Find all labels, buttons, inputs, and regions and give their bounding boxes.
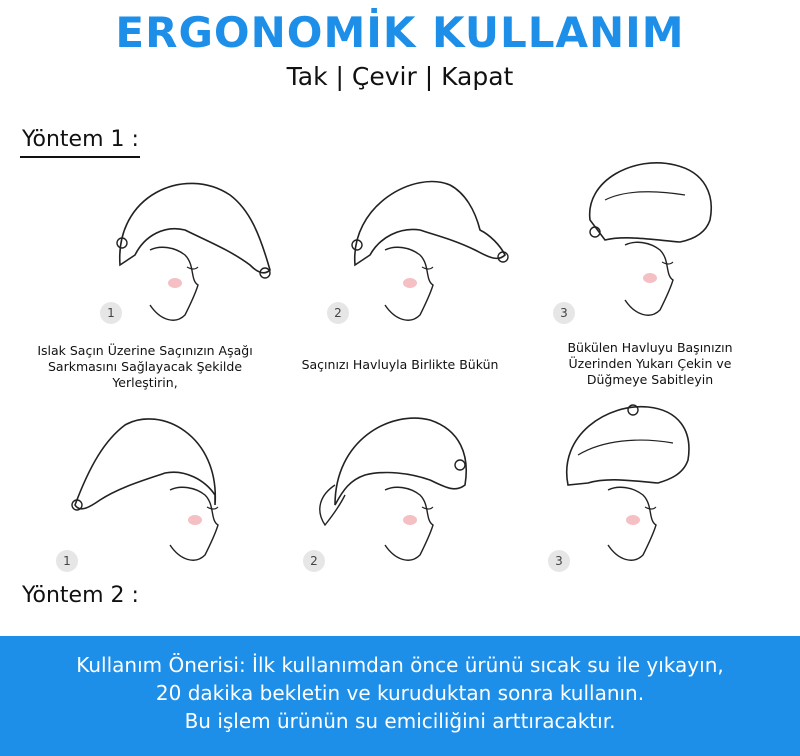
caption-step-2: Saçınızı Havluyla Birlikte Bükün: [301, 357, 499, 372]
illustration-method2-step-3: [548, 395, 748, 595]
illustration-step-3-secured: [565, 150, 765, 350]
page-subtitle: Tak | Çevir | Kapat: [286, 62, 514, 91]
usage-note-banner: [0, 636, 800, 756]
usage-note-line-2: 20 dakika bekletin ve kuruduktan sonra kullanın.: [155, 681, 645, 705]
step-badge-2: 2: [327, 302, 349, 324]
illustration-step-2-twist: [325, 155, 525, 355]
usage-note-line-1: Kullanım Önerisi: İlk kullanımdan önce ürünü sıcak su ile yıkayın,: [76, 653, 724, 677]
illustration-step-1-towel-hanging: [90, 155, 290, 355]
page-title: ERGONOMİK KULLANIM: [115, 8, 685, 57]
step-badge-3: 3: [553, 302, 575, 324]
method-1-label: Yöntem 1 :: [22, 127, 139, 152]
method2-step-badge-1: 1: [56, 550, 78, 572]
method2-step-badge-2: 2: [303, 550, 325, 572]
caption-step-3: Bükülen Havluyu Başınızın Üzerinden Yukarı Çekin ve Düğmeye Sabitleyin: [567, 340, 733, 387]
step-badge-1: 1: [100, 302, 122, 324]
method2-step-badge-3: 3: [548, 550, 570, 572]
illustration-method2-step-1: [65, 395, 265, 595]
usage-note-line-3: Bu işlem ürünün su emiciliğini arttıracaktır.: [184, 709, 616, 733]
caption-step-1: Islak Saçın Üzerine Saçınızın Aşağı Sarkmasını Sağlayacak Şekilde Yerleştirin,: [37, 343, 253, 390]
illustration-method2-step-2: [305, 395, 505, 595]
method-2-label: Yöntem 2 :: [22, 583, 139, 608]
